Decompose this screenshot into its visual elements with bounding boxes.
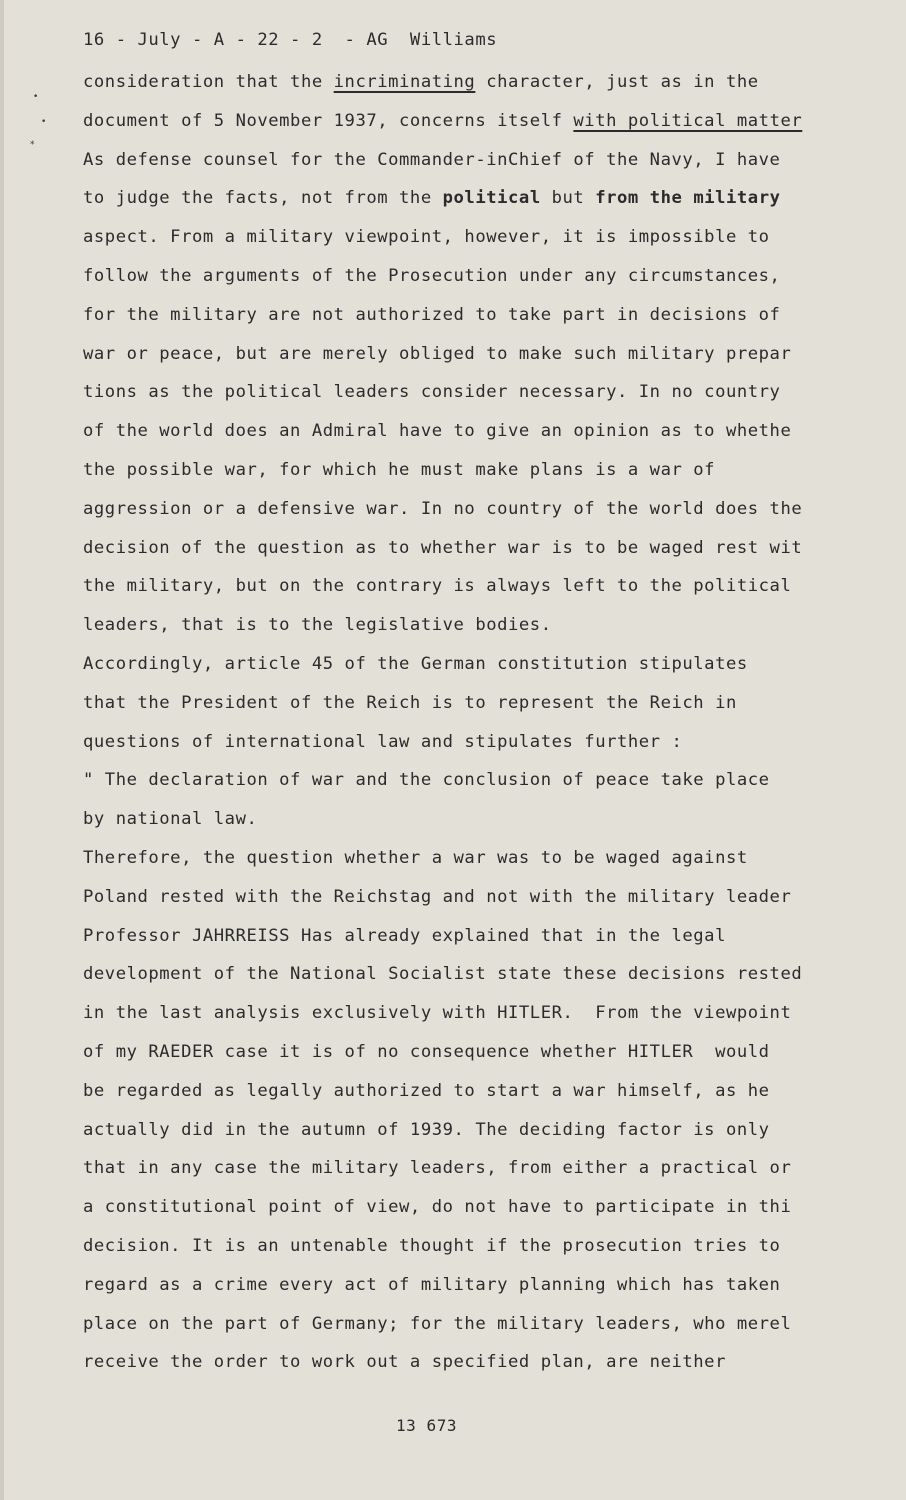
text-line	[83, 761, 863, 800]
text-segment: As defense counsel for the Commander-inChief of the Navy, I have	[83, 149, 781, 170]
text-segment: of the world does an Admiral have to give an opinion as to whethe	[83, 421, 792, 442]
text-line	[83, 878, 863, 917]
text-line	[83, 1033, 863, 1072]
page-number: 13 673	[396, 1416, 458, 1435]
text-segment: Therefore, the question whether a war was to be waged against	[83, 847, 748, 868]
text-line	[83, 490, 863, 529]
text-line	[83, 102, 863, 141]
text-line	[83, 994, 863, 1033]
text-segment: " The declaration of war and the conclusion of peace take place	[83, 770, 770, 791]
text-segment: that in any case the military leaders, from either a practical or	[83, 1158, 792, 1179]
text-segment: character, just as in the	[475, 72, 759, 92]
text-line	[83, 567, 863, 606]
text-segment: Poland rested with the Reichstag and not with the military leader	[83, 886, 792, 907]
text-segment: actually did in the autumn of 1939. The deciding factor is only	[83, 1119, 770, 1140]
text-line	[83, 373, 863, 412]
text-line	[83, 1188, 863, 1227]
text-line	[83, 218, 863, 257]
text-segment: consideration that the	[83, 72, 334, 92]
underlined-text: with political matter	[573, 110, 803, 131]
text-segment: war or peace, but are merely obliged to make such military prepar	[83, 343, 792, 364]
text-segment: questions of international law and stipulates further :	[83, 731, 683, 752]
underlined-text: incriminating	[333, 72, 476, 92]
text-line	[83, 335, 863, 374]
text-segment: Professor JAHRREISS Has already explained that in the legal	[83, 925, 726, 946]
text-segment: by national law.	[83, 809, 258, 830]
text-segment: follow the arguments of the Prosecution under any circumstances,	[83, 265, 781, 286]
text-line	[83, 606, 863, 645]
bold-text: political	[442, 188, 541, 209]
bold-text: from the military	[595, 188, 781, 209]
text-segment: receive the order to work out a specified plan, are neither	[83, 1352, 726, 1373]
text-line	[83, 1149, 863, 1188]
text-segment: aspect. From a military viewpoint, however, it is impossible to	[83, 227, 770, 248]
text-segment: but	[540, 188, 596, 209]
margin-asterisk-mark: *	[30, 140, 35, 150]
text-line	[83, 1227, 863, 1266]
text-line	[83, 1305, 863, 1344]
text-segment: development of the National Socialist state these decisions rested	[83, 964, 803, 985]
text-segment: that the President of the Reich is to represent the Reich in	[83, 692, 737, 713]
text-segment: place on the part of Germany; for the military leaders, who merel	[83, 1313, 792, 1334]
text-line	[83, 1266, 863, 1305]
margin-dot-mark: •	[33, 92, 39, 102]
text-line	[83, 179, 863, 218]
text-line	[83, 141, 863, 180]
text-segment: tions as the political leaders consider necessary. In no country	[83, 382, 781, 403]
text-line	[83, 63, 863, 102]
text-line	[83, 955, 863, 994]
text-line	[83, 1072, 863, 1111]
text-line	[83, 800, 863, 839]
text-line	[83, 723, 863, 762]
text-line	[83, 645, 863, 684]
text-segment: to judge the facts, not from the	[83, 188, 443, 209]
text-segment: document of 5 November 1937, concerns itself	[83, 110, 574, 131]
text-line	[83, 917, 863, 956]
text-segment: be regarded as legally authorized to start a war himself, as he	[83, 1080, 770, 1101]
text-line	[83, 529, 863, 568]
body-text	[83, 63, 863, 1382]
text-segment: Accordingly, article 45 of the German constitution stipulates	[83, 653, 748, 674]
text-line	[83, 684, 863, 723]
text-segment: decision. It is an untenable thought if the prosecution tries to	[83, 1235, 781, 1256]
text-segment: in the last analysis exclusively with HITLER. From the viewpoint	[83, 1003, 792, 1024]
text-segment: decision of the question as to whether war is to be waged rest wit	[83, 537, 803, 558]
text-line	[83, 839, 863, 878]
text-line	[83, 451, 863, 490]
text-line	[83, 296, 863, 335]
margin-dot-mark: •	[41, 117, 47, 127]
text-segment: the military, but on the contrary is always left to the political	[83, 576, 792, 597]
text-line	[83, 412, 863, 451]
text-segment: leaders, that is to the legislative bodies.	[83, 615, 552, 636]
text-line	[83, 257, 863, 296]
text-segment: a constitutional point of view, do not have to participate in thi	[83, 1197, 792, 1218]
page-header: 16 - July - A - 22 - 2 - AG Williams	[83, 30, 498, 50]
text-segment: aggression or a defensive war. In no country of the world does the	[83, 498, 803, 519]
text-segment: of my RAEDER case it is of no consequence whether HITLER would	[83, 1041, 770, 1062]
text-line	[83, 1343, 863, 1382]
text-segment: regard as a crime every act of military planning which has taken	[83, 1274, 781, 1295]
text-segment: for the military are not authorized to take part in decisions of	[83, 304, 781, 325]
text-line	[83, 1111, 863, 1150]
text-segment: the possible war, for which he must make plans is a war of	[83, 459, 716, 480]
